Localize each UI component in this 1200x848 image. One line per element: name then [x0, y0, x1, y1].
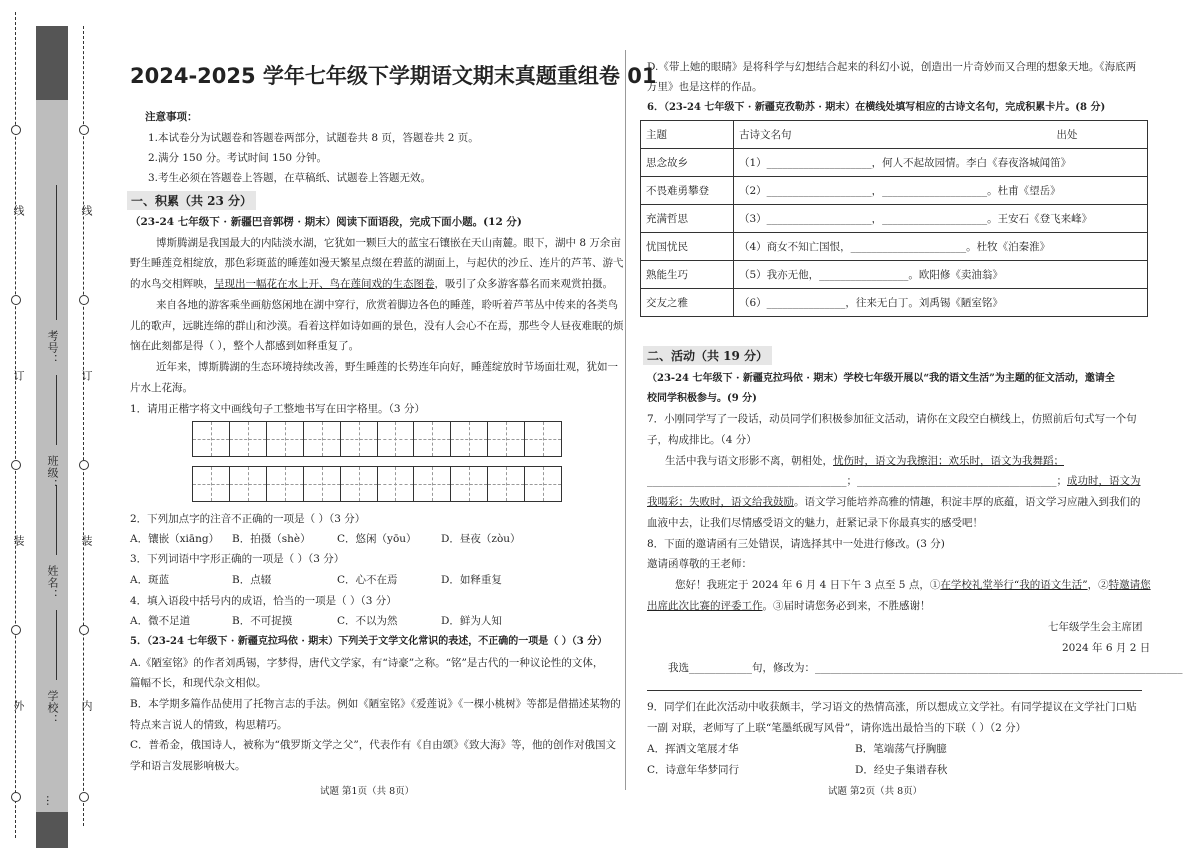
binding-hole: [79, 792, 89, 802]
page-footer: 试题 第1页（共 8页）: [320, 786, 415, 797]
fill-blank-line[interactable]: （6）_______________，往来无白丁。刘禹锡《陋室铭》: [734, 289, 1148, 317]
fill-blank-line[interactable]: （4）商女不知亡国恨，______________________。杜牧《泊秦淮》: [734, 233, 1148, 261]
option-b-line[interactable]: B．本学期多篇作品使用了托物言志的手法。例如《陋室铭》《爱莲说》《一棵小桃树》等都是借描述某物的: [130, 698, 621, 710]
binding-label: 线: [80, 205, 93, 217]
question-2: 2．下列加点字的注音不正确的一项是（ ）（3 分）: [130, 513, 366, 525]
invitation-greeting: 邀请函尊敬的王老师：: [647, 558, 752, 570]
passage-line: 博斯腾湖是我国最大的内陆淡水湖，它犹如一颗巨大的蓝宝石镶嵌在天山南麓。眼下，湖中 8 万余亩: [156, 237, 621, 249]
passage-line: 近年来，博斯腾湖的生态环境持续改善，野生睡莲的长势连年向好，睡莲绽放时节场面壮观，犹如一: [156, 361, 618, 373]
binding-label: 装: [12, 535, 25, 547]
cut-line-outer: [15, 12, 16, 838]
question-5: 5．（23-24 七年级下 · 新疆克拉玛依 · 期末）下列关于文学文化常识的表述，不正确的一项是（ ）（3 分）: [130, 636, 608, 647]
option-c[interactable]: C．诗意年华梦同行: [647, 764, 740, 776]
binding-hole: [79, 625, 89, 635]
binding-hole: [11, 125, 21, 135]
binding-label: 线: [12, 205, 25, 217]
header-line: 古诗文名句 出处: [734, 121, 1148, 149]
option-a-line[interactable]: A.《陋室铭》的作者刘禹锡，字梦得，唐代文学家，有“诗豪”之称。“铭”是古代的一种议论性的文体，: [130, 657, 604, 669]
option-c[interactable]: C．心不在焉: [337, 574, 398, 586]
option-b[interactable]: B．笔端荡气抒胸臆: [855, 743, 947, 755]
option-a[interactable]: A．镶嵌（xiāng）: [130, 533, 220, 545]
q7-passage-line[interactable]: ______________________________________；______________________________________；成功时，语文为: [647, 475, 1141, 487]
table-header-row: [641, 121, 1148, 149]
option-c[interactable]: C．不以为然: [337, 615, 398, 627]
fill-blank-line[interactable]: （5）我亦无他，_________________。欧阳修《卖油翁》: [734, 261, 1148, 289]
exam-number-line[interactable]: [56, 185, 57, 320]
table-row: 熟能生巧 （5）我亦无他，_________________。欧阳修《卖油翁》: [641, 261, 1148, 289]
fill-blank-line[interactable]: （3）____________________，____________________。王安石《登飞来峰》: [734, 205, 1148, 233]
option-d[interactable]: D．昼夜（zòu）: [441, 533, 521, 545]
q7-passage-line: 我喝彩；失败时，语文给我鼓励。语文学习能培养高雅的情趣，积淀丰厚的底蕴，语文学习应融入到我们的: [647, 496, 1141, 508]
binding-hole: [11, 625, 21, 635]
fill-blank-line[interactable]: （2）____________________，____________________。杜甫《望岳》: [734, 177, 1148, 205]
binding-hole: [11, 460, 21, 470]
exam-number-label: 考号：: [46, 330, 59, 366]
answer-underline[interactable]: [647, 690, 1142, 691]
passage-line: 来自各地的游客乘坐画舫悠闲地在湖中穿行，欣赏着脚边各色的睡莲，聆听着芦苇丛中传来的各类鸟: [156, 299, 618, 311]
q7-passage-line: 生活中我与语文形影不离，朝相处，忧伤时，语文为我擦泪；欢乐时，语文为我舞蹈；: [665, 455, 1064, 467]
option-a[interactable]: A．微不足道: [130, 615, 191, 627]
option-b[interactable]: B．点辍: [232, 574, 272, 586]
question-6: 6．（23-24 七年级下 · 新疆克孜勒苏 · 期末）在横线处填写相应的古诗文名句，完成积累卡片。(8 分): [647, 102, 1106, 113]
option-c[interactable]: C．悠闲（yōu）: [337, 533, 417, 545]
option-c-line[interactable]: C．普希金，俄国诗人，被称为“俄罗斯文学之父”，代表作有《自由颂》《致大海》等，他的创作对俄国文: [130, 739, 617, 751]
table-row: 交友之雅 （6）_______________，往来无白丁。刘禹锡《陋室铭》: [641, 289, 1148, 317]
school-field-line[interactable]: [56, 610, 57, 680]
class-field-label: 班级：: [46, 455, 59, 491]
binding-label: 订: [80, 370, 93, 382]
question-8: 8．下面的邀请函有三处错误，请选择其中一处进行修改。(3 分): [647, 538, 945, 550]
binding-label: 外: [12, 700, 25, 712]
question-4: 4．填入语段中括号内的成语，恰当的一项是（ ）（3 分）: [130, 595, 397, 607]
header-theme: 主题: [641, 121, 734, 149]
passage-line: 片水上花海。: [130, 382, 193, 394]
binding-hole: [11, 295, 21, 305]
q8-answer-line[interactable]: 我选____________句，修改为：______________________________________________________________________: [668, 662, 1183, 674]
q7-passage-line: 血液中去，让我们尽情感受语文的魅力，赶紧记录下你最真实的感受吧！: [647, 517, 983, 529]
paper-title: 2024-2025 学年七年级下学期语文期末真题重组卷 01: [130, 64, 657, 88]
question-7: 7．小刚同学写了一段话，动员同学们积极参加征文活动，请你在文段空白横线上，仿照前后句式写一个句: [647, 413, 1137, 425]
class-field-line[interactable]: [56, 375, 57, 445]
writing-grid-row[interactable]: [192, 466, 562, 502]
binding-hole: [79, 125, 89, 135]
name-field-line[interactable]: [56, 485, 57, 555]
binding-hole: [79, 460, 89, 470]
passage-line: 的水鸟交相辉映，呈现出一幅花在水上开、鸟在莲间戏的生态图卷，吸引了众多游客慕名而来观赏拍摄。: [130, 278, 613, 290]
passage-line: 恼在此刻都是得（ ），整个人都感到如释重复了。: [130, 340, 360, 352]
invitation-line: 您好！我班定于 2024 年 6 月 4 日下午 3 点至 5 点，①在学校礼堂举行“我的语文生活”，②特邀请您: [675, 579, 1151, 591]
section-intro: （23-24 七年级下 · 新疆巴音郭楞 · 期末）阅读下面语段，完成下面小题。(12 分): [130, 216, 522, 228]
binding-strip-bottom: [36, 812, 68, 848]
binding-label: 内: [80, 700, 93, 712]
option-d[interactable]: D．经史子集谱春秋: [855, 764, 948, 776]
option-d[interactable]: D．如释重复: [441, 574, 502, 586]
school-field-label: 学校：: [46, 690, 59, 726]
option-c-line: 学和语言发展影响极大。: [130, 760, 246, 772]
binding-hole: [79, 295, 89, 305]
page-footer: 试题 第2页（共 8页）: [828, 786, 923, 797]
note-item: 3.考生必须在答题卷上答题，在草稿纸、试题卷上答题无效。: [148, 172, 432, 184]
name-field-label: 姓名：: [46, 565, 59, 601]
binding-label: 装: [80, 535, 93, 547]
option-a[interactable]: A．斑蓝: [130, 574, 170, 586]
passage-line: 野生睡莲竞相绽放，那色彩斑蓝的睡莲如漫天繁星点缀在碧蓝的湖面上，与起伏的沙丘、连片的芦苇、游弋: [130, 257, 624, 269]
table-row: 不畏难勇攀登 （2）____________________，____________________。杜甫《望岳》: [641, 177, 1148, 205]
option-d-line[interactable]: D.《带上她的眼睛》是将科学与幻想结合起来的科幻小说，创造出一片奇妙而又合理的想象天地。《海底两: [647, 61, 1137, 73]
question-9: 9．同学们在此次活动中收获颇丰，学习语文的热情高涨，所以想成立文学社。有同学提议在文学社门口贴: [647, 701, 1137, 713]
binding-hole: [11, 792, 21, 802]
fill-blank-line[interactable]: （1）____________________，何人不起故园情。李白《春夜洛城闻笛》: [734, 149, 1148, 177]
underlined-sentence: 呈现出一幅花在水上开、鸟在莲间戏的生态图卷: [214, 278, 435, 290]
page-divider: [625, 50, 626, 790]
section-heading: 一、积累（共 23 分）: [127, 191, 256, 210]
note-item: 1.本试卷分为试题卷和答题卷两部分，试题卷共 8 页，答题卷共 2 页。: [148, 132, 479, 144]
question-3: 3．下列词语中字形正确的一项是（ ）（3 分）: [130, 553, 345, 565]
passage-line: 儿的歌声，远眺连绵的群山和沙漠。看着这样如诗如画的景色，没有人会心不在焉，那些令人昼夜难眠的烦: [130, 320, 624, 332]
section-intro: （23-24 七年级下 · 新疆克拉玛依 · 期末）学校七年级开展以“我的语文生活”为主题的征文活动，邀请全: [647, 373, 1115, 384]
option-b-line: 特点来言说人的情致，构思精巧。: [130, 719, 288, 731]
option-a[interactable]: A．挥洒文笔展才华: [647, 743, 739, 755]
section-intro: 校同学积极参与。(9 分): [647, 393, 757, 404]
section-heading: 二、活动（共 19 分）: [643, 346, 772, 365]
table-row: 充满哲思 （3）____________________，____________________。王安石《登飞来峰》: [641, 205, 1148, 233]
option-b[interactable]: B．拍摄（shè）: [232, 533, 311, 545]
writing-grid-row[interactable]: [192, 421, 562, 457]
option-d[interactable]: D．鲜为人知: [441, 615, 502, 627]
binding-ellipsis: …: [44, 795, 57, 807]
option-d-line: 万里》也是这样的作品。: [647, 81, 763, 93]
invitation-line: 出席此次比赛的评委工作。③届时请您务必到来，不胜感谢！: [647, 600, 931, 612]
table-row: 忧国忧民 （4）商女不知亡国恨，______________________。杜牧《泊秦淮》: [641, 233, 1148, 261]
invitation-date: 2024 年 6 月 2 日: [1062, 642, 1151, 654]
question-9: 一副 对联，老师写了上联“笔墨纸砚写风骨”，请你选出最恰当的下联（ ）（2 分）: [647, 722, 1027, 734]
option-a-line: 篇幅不长，和现代杂文相似。: [130, 677, 267, 689]
binding-strip-top: [36, 26, 68, 100]
option-b[interactable]: B．不可捉摸: [232, 615, 293, 627]
notes-heading: 注意事项：: [145, 111, 198, 123]
binding-label: 订: [12, 370, 25, 382]
invitation-signature: 七年级学生会主席团: [1048, 621, 1143, 633]
table-row: 思念故乡 （1）____________________，何人不起故园情。李白《春夜洛城闻笛》: [641, 149, 1148, 177]
question-1: 1．请用正楷字将文中画线句子工整地书写在田字格里。（3 分）: [130, 403, 425, 415]
note-item: 2.满分 150 分。考试时间 150 分钟。: [148, 152, 327, 164]
question-7: 子，构成排比。（4 分）: [647, 434, 757, 446]
poem-card-table: [640, 120, 1148, 317]
